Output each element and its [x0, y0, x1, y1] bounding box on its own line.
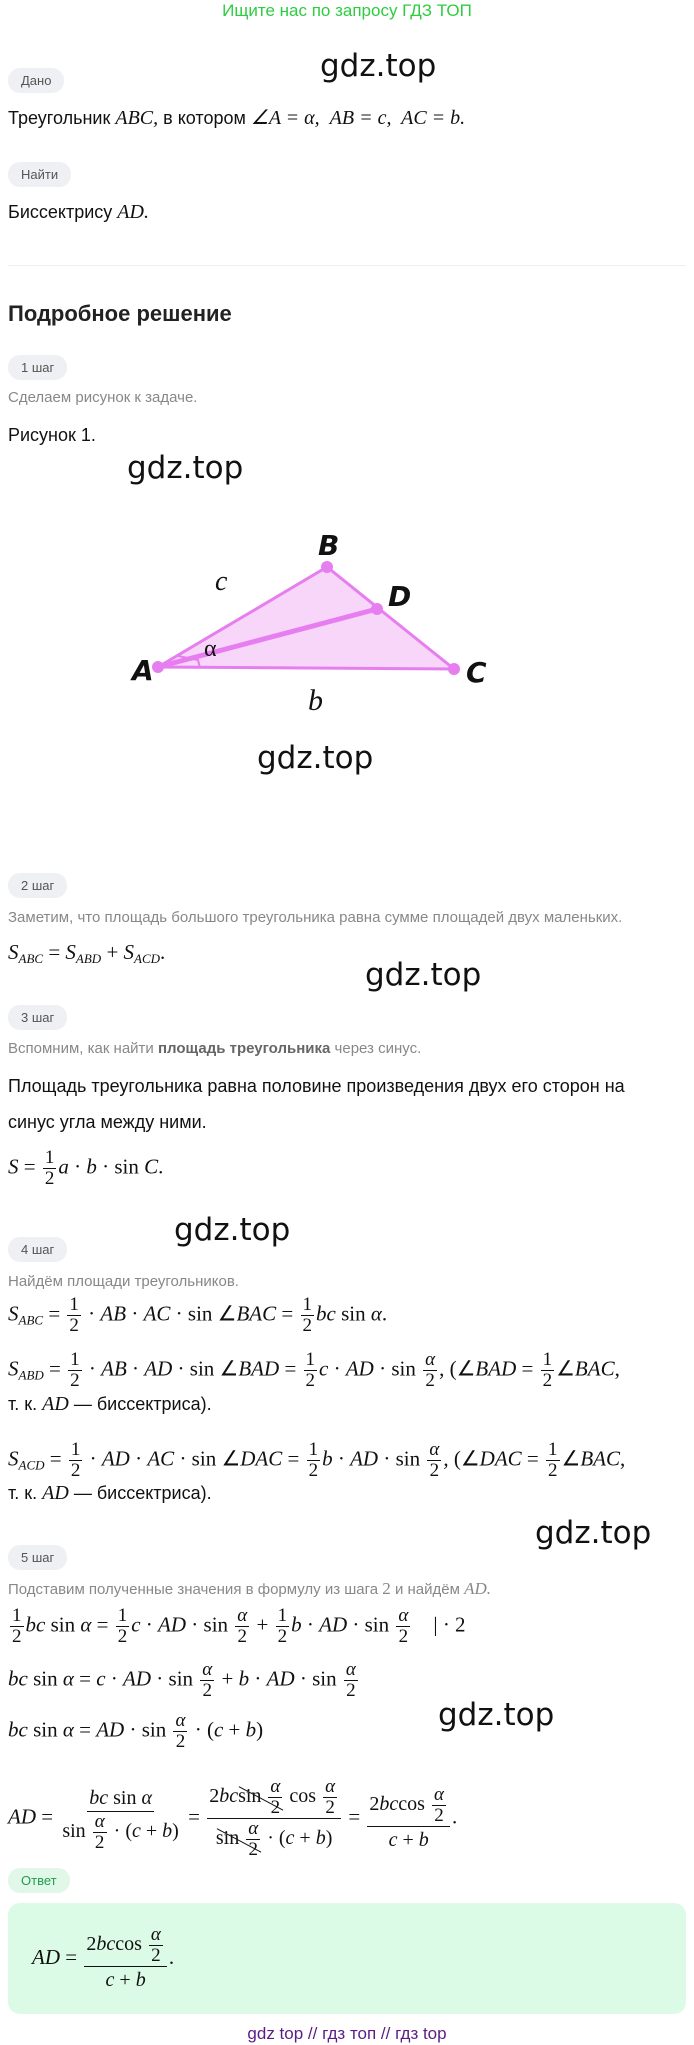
find-text: [8, 200, 149, 224]
step4-formula-3: $S_{ACD}$ = $\frac{1}{2}$ · AD · AC · sin ∠DAC = $\frac{1}{2}$ b · AD · sin $\frac{\alpha}{2}$ , (∠DAC = $\frac{1}{2}$ ∠BAC,: [8, 1439, 626, 1481]
step4-formula-1: $S_{ABC}$ = $\frac{1}{2}$ · AB · AC · sin ∠BAC = $\frac{1}{2}$ bc sin α.: [8, 1294, 388, 1336]
label-alpha: α: [204, 636, 217, 662]
step5-hint: [8, 1579, 491, 1600]
step3-chip: 3 шаг: [8, 1005, 67, 1030]
triangle-figure: [120, 520, 500, 730]
step3-hint-bold: площадь треугольника: [157, 1040, 331, 1057]
step4-hint: Найдём площади треугольников.: [8, 1273, 239, 1290]
top-banner[interactable]: Ищите нас по запросу ГДЗ ТОП: [222, 1, 472, 20]
step5-formula-1: $\frac{1}{2}$ bc sin α = $\frac{1}{2}$ c · AD · sin $\frac{\alpha}{2}$ + $\frac{1}{2}$ b · AD · sin $\frac{\alpha}{2}$ | · 2: [12, 1605, 466, 1647]
label-b: B: [318, 529, 340, 562]
step2-chip: 2 шаг: [8, 873, 67, 898]
step1-hint: Сделаем рисунок к задаче.: [8, 389, 198, 406]
point-b: [321, 561, 333, 573]
step4-note-ad: AD: [42, 1482, 69, 1504]
solution-title: Подробное решение: [8, 301, 232, 326]
answer-chip: Ответ: [8, 1868, 70, 1893]
step2-hint: Заметим, что площадь большого треугольника равна сумме площадей двух маленьких.: [8, 909, 623, 926]
answer-formula: AD = 2bccos $\frac{\alpha}{2}$ c + b .: [32, 1924, 175, 1991]
step4-chip: 4 шаг: [8, 1237, 67, 1262]
watermark: gdz.top: [438, 1697, 555, 1733]
step3-hint-suffix: через синус.: [334, 1040, 422, 1057]
watermark: gdz.top: [174, 1212, 291, 1248]
step3-text-2: синус угла между ними.: [8, 1112, 207, 1132]
watermark: gdz.top: [535, 1515, 652, 1551]
step4-note-prefix: т. к.: [8, 1483, 38, 1503]
step3-hint: [8, 1039, 421, 1059]
step4-formula-2: $S_{ABD}$ = $\frac{1}{2}$ · AB · AD · sin ∠BAD = $\frac{1}{2}$ c · AD · sin $\frac{\alpha}{2}$ , (∠BAD = $\frac{1}{2}$ ∠BAC,: [8, 1349, 620, 1391]
given-formula-2: ∠A = α, AB = c, AC = b.: [250, 107, 466, 129]
find-prefix: Биссектрису: [8, 202, 113, 222]
divider: [8, 265, 686, 266]
step4-note-ad: AD: [42, 1393, 69, 1415]
given-prefix: Треугольник: [8, 108, 111, 128]
label-c: C: [466, 656, 487, 689]
step4-note-2: [8, 1481, 212, 1505]
label-d: D: [388, 580, 412, 613]
watermark: gdz.top: [257, 740, 374, 776]
label-a: A: [132, 654, 154, 687]
step5-chip: 5 шаг: [8, 1545, 67, 1570]
step5-hint-num: 2: [382, 1579, 391, 1598]
given-chip: Дано: [8, 68, 64, 93]
step2-formula: $S_{ABC} = S_{ABD} + S_{ACD}$.: [8, 940, 166, 966]
find-formula: AD.: [117, 201, 149, 223]
step1-text: Рисунок 1.: [8, 425, 96, 445]
step3-hint-prefix: Вспомним, как найти: [8, 1040, 154, 1057]
label-side-b: b: [308, 684, 323, 717]
given-text: [8, 106, 465, 130]
step4-note-suffix: — биссектриса).: [73, 1483, 212, 1503]
watermark: gdz.top: [127, 450, 244, 486]
point-d: [371, 603, 383, 615]
point-a: [152, 661, 164, 673]
step3-formula: S = $\frac{1}{2}$ a · b · sin C.: [8, 1147, 164, 1189]
label-side-c: c: [215, 566, 228, 597]
given-formula: ABC,: [115, 107, 159, 129]
step5-formula-4: AD = bc sin α sin $\frac{\alpha}{2}$ · (c + b) = 2bcsin $\frac{\alpha}{2}$ cos $\frac{\alpha}{2}$ sin $\frac{\alpha}{2}$ · (c + b) = 2bccos $\frac{\alpha}{2}$ c + b .: [8, 1776, 458, 1860]
step5-formula-3: bc sin α = AD · sin $\frac{\alpha}{2}$ · (c + b): [8, 1710, 264, 1752]
step5-formula-2: bc sin α = c · AD · sin $\frac{\alpha}{2}$ + b · AD · sin $\frac{\alpha}{2}$: [8, 1659, 356, 1701]
find-chip: Найти: [8, 162, 71, 187]
step5-hint-mid: и найдём: [394, 1581, 460, 1598]
step3-text-1: Площадь треугольника равна половине произведения двух его сторон на: [8, 1076, 625, 1096]
step4-note-suffix: — биссектриса).: [73, 1394, 212, 1414]
step5-hint-prefix: Подставим полученные значения в формулу из шага: [8, 1581, 379, 1598]
footer-links[interactable]: gdz top // гдз топ // гдз top: [247, 2024, 447, 2043]
step4-note-1: [8, 1392, 212, 1416]
watermark: gdz.top: [320, 48, 437, 84]
step5-hint-ad: AD.: [464, 1579, 492, 1598]
watermark: gdz.top: [365, 957, 482, 993]
step4-note-prefix: т. к.: [8, 1394, 38, 1414]
point-c: [448, 663, 460, 675]
step1-chip: 1 шаг: [8, 355, 67, 380]
given-mid: в котором: [163, 108, 246, 128]
